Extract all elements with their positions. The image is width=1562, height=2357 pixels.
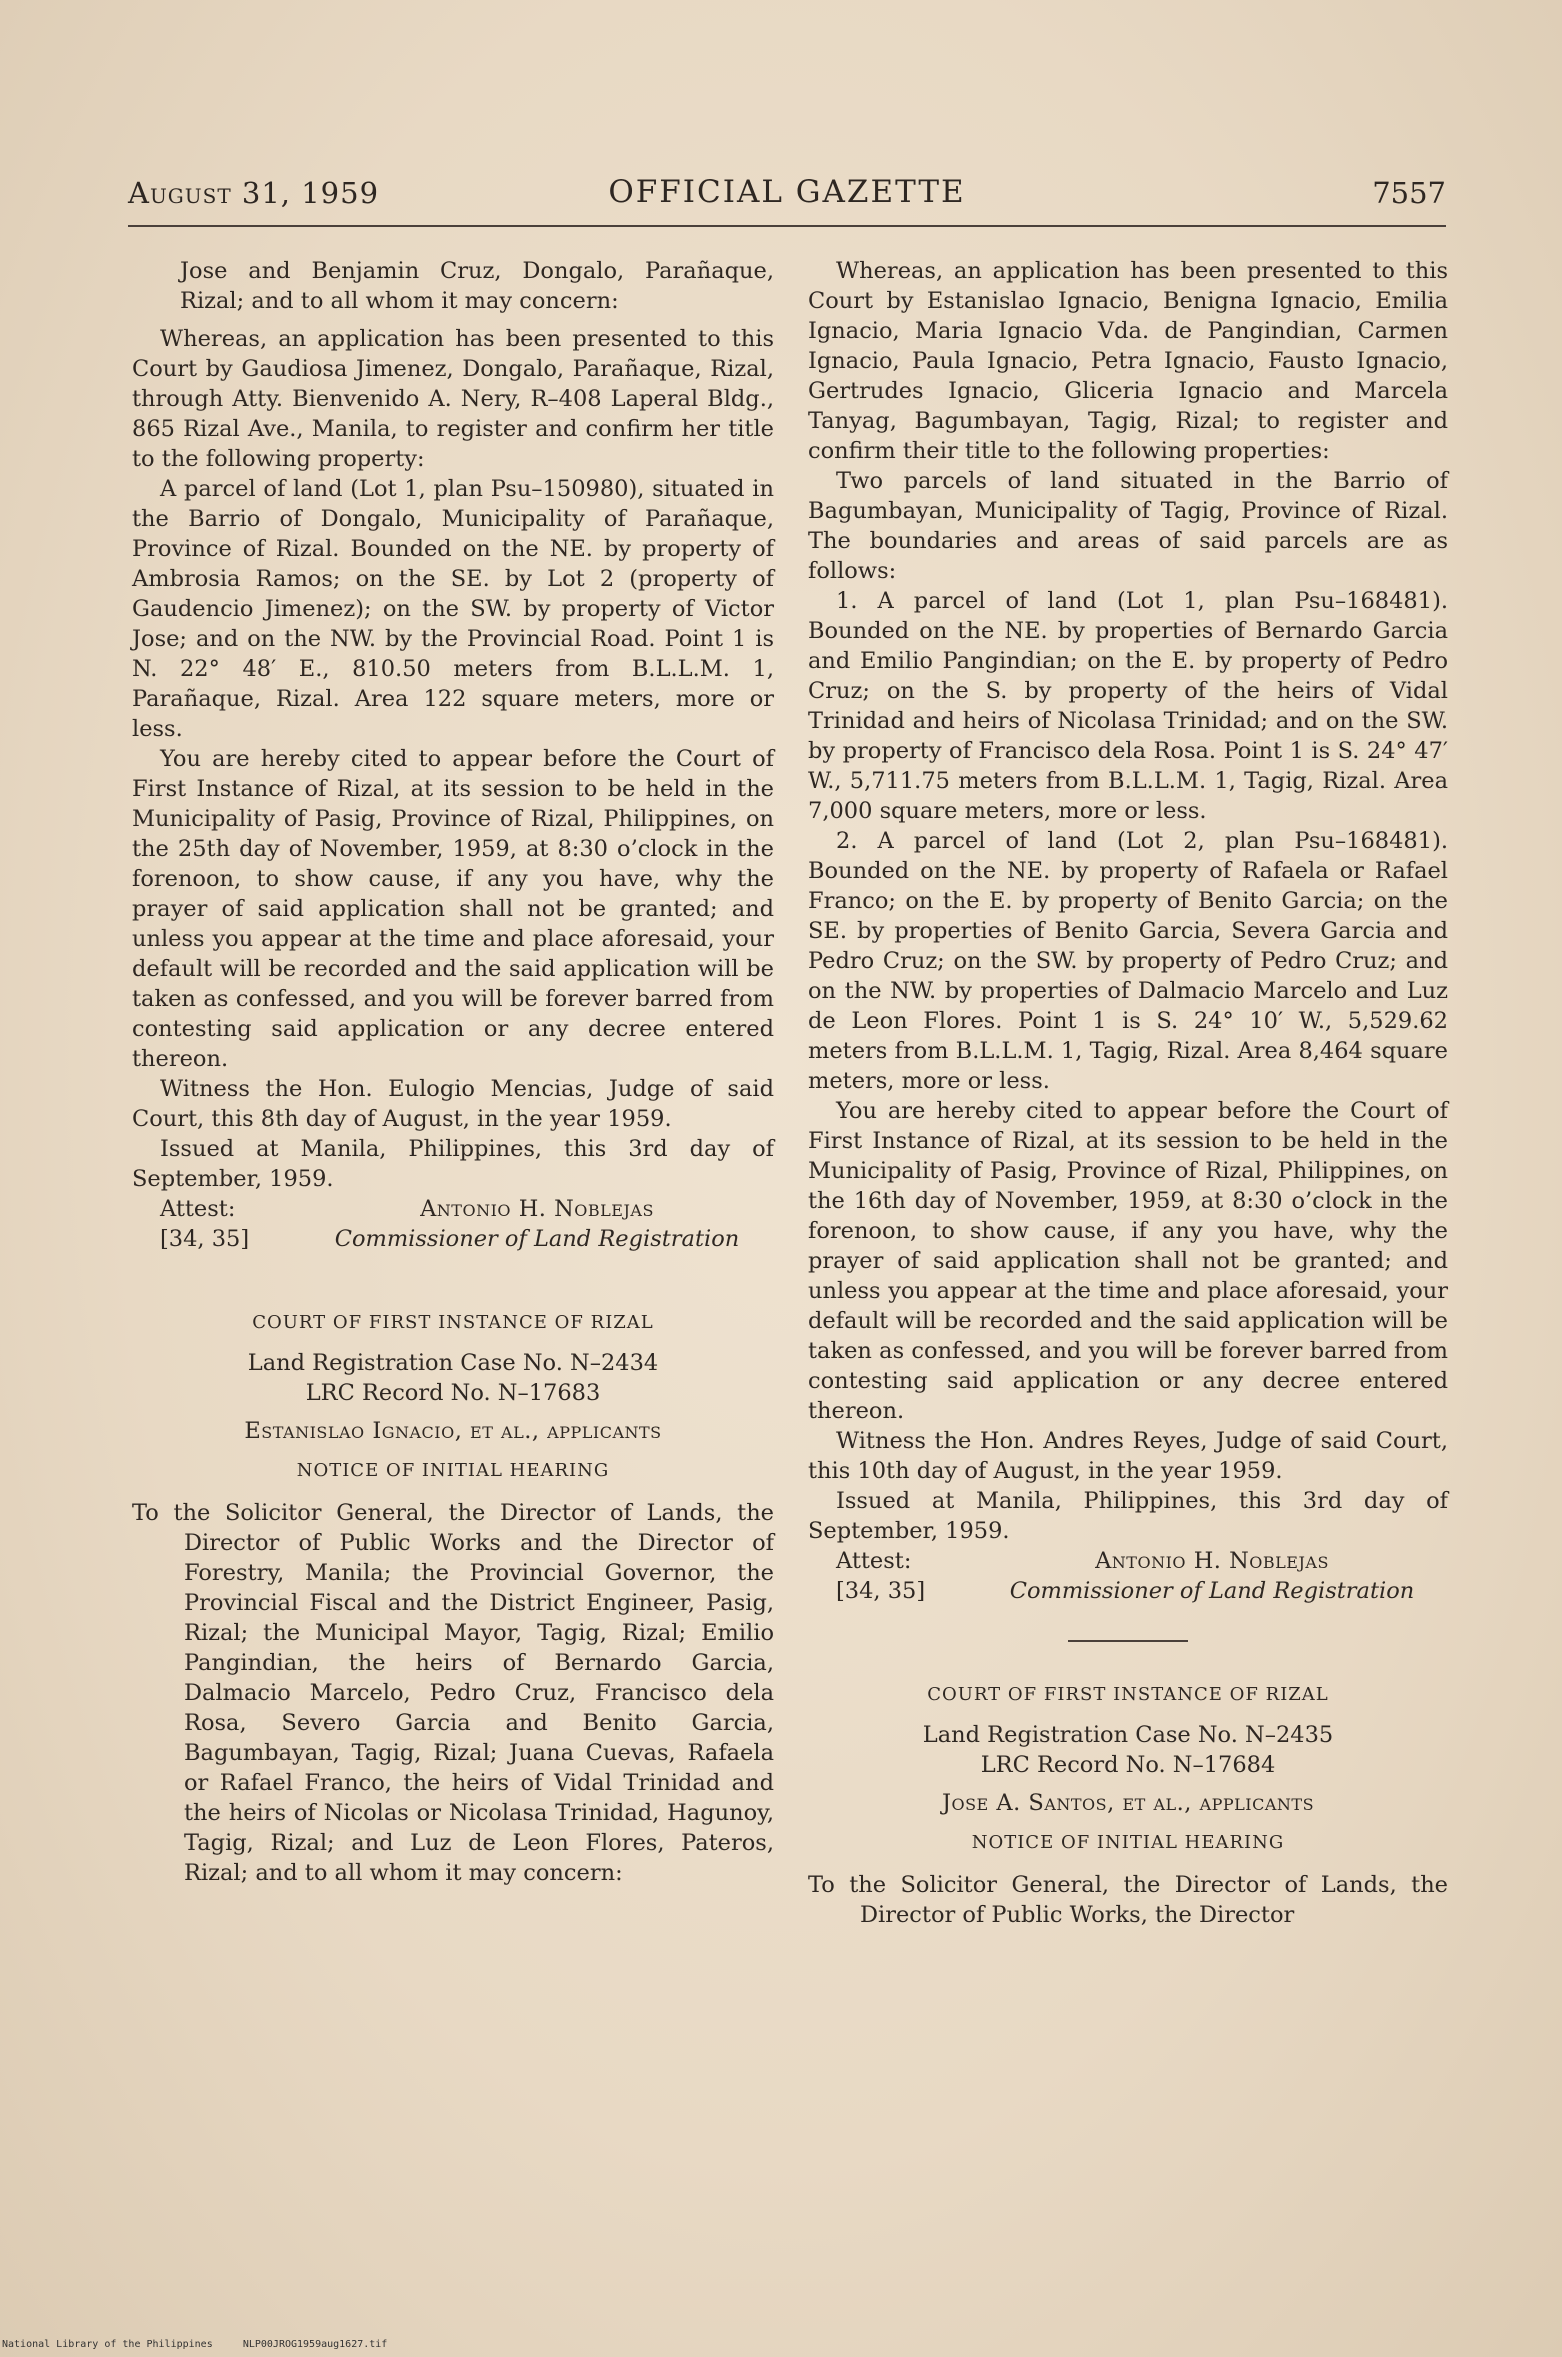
applicants: Estanislao Ignacio, et al., applicants — [244, 1418, 662, 1444]
header-rule — [128, 225, 1446, 227]
notice-heading: NOTICE OF INITIAL HEARING — [971, 1832, 1285, 1853]
attest-row — [808, 1546, 1448, 1576]
case-number: Land Registration Case No. N–2434 — [247, 1350, 659, 1376]
signature-row — [808, 1576, 1448, 1606]
page-number: 7557 — [1372, 176, 1446, 210]
applicants: Jose A. Santos, et al., applicants — [941, 1790, 1315, 1816]
paragraph: Issued at Manila, Philippines, this 3rd day of September, 1959. — [132, 1136, 774, 1192]
attest-name: Antonio H. Noblejas — [1095, 1548, 1329, 1574]
paragraph: Whereas, an application has been presented to this Court by Gaudiosa Jimenez, Dongalo, Parañaque, Rizal, through Atty. Bienvenido A. Nery, R–408 Laperal Bldg., 865 Rizal Ave., Manila, to register and confirm her title to the following property: — [132, 326, 774, 472]
attest-label: Attest: — [160, 1196, 236, 1222]
attest-name: Antonio H. Noblejas — [420, 1196, 654, 1222]
page-header — [128, 170, 1446, 220]
reference-number: [34, 35] — [160, 1226, 250, 1252]
lrc-record: LRC Record No. N–17683 — [305, 1380, 601, 1406]
paragraph: You are hereby cited to appear before the Court of First Instance of Rizal, at its session to be held in the Municipality of Pasig, Province of Rizal, Philippines, on the 16th day of November, 1959, at 8:30 o’clock in the forenoon, to show cause, if any you have, why the prayer of said application shall not be granted; and unless you appear at the time and place aforesaid, your default will be recorded and the said application will be taken as confessed, and you will be forever barred from contesting said application or any decree entered thereon. — [808, 1098, 1448, 1424]
attest-title: Commissioner of Land Registration — [1009, 1578, 1415, 1604]
issue-date: August 31, 1959 — [128, 176, 380, 210]
paragraph: Two parcels of land situated in the Barrio of Bagumbayan, Municipality of Tagig, Province of Rizal. The boundaries and areas of said parcels are as follows: — [808, 468, 1448, 584]
scan-source-footer: National Library of the Philippines NLP00JROG1959aug1627.tif — [2, 2339, 388, 2350]
paragraph: 1. A parcel of land (Lot 1, plan Psu–168481). Bounded on the NE. by properties of Bernardo Garcia and Emilio Pangindian; on the E. by property of Pedro Cruz; on the S. by property of the heirs of Vidal Trinidad and heirs of Nicolasa Trinidad; and on the SW. by property of Francisco dela Rosa. Point 1 is S. 24° 47′ W., 5,711.75 meters from B.L.L.M. 1, Tagig, Rizal. Area 7,000 square meters, more or less. — [808, 588, 1448, 824]
court-heading: COURT OF FIRST INSTANCE OF RIZAL — [252, 1312, 654, 1333]
attest-title: Commissioner of Land Registration — [334, 1226, 740, 1252]
attest-label: Attest: — [836, 1548, 912, 1574]
right-column — [808, 256, 1448, 1930]
paragraph: Whereas, an application has been presented to this Court by Estanislao Ignacio, Benigna Ignacio, Emilia Ignacio, Maria Ignacio Vda. de Pangindian, Carmen Ignacio, Paula Ignacio, Petra Ignacio, Fausto Ignacio, Gertrudes Ignacio, Gliceria Ignacio and Marcela Tanyag, Bagumbayan, Tagig, Rizal; to register and confirm their title to the following properties: — [808, 258, 1448, 464]
publication-title: OFFICIAL GAZETTE — [608, 174, 966, 210]
signature-row — [132, 1224, 774, 1254]
paragraph: Witness the Hon. Eulogio Mencias, Judge of said Court, this 8th day of August, in the year 1959. — [132, 1076, 774, 1132]
left-column — [132, 256, 774, 1888]
paragraph: You are hereby cited to appear before the Court of First Instance of Rizal, at its session to be held in the Municipality of Pasig, Province of Rizal, Philippines, on the 25th day of November, 1959, at 8:30 o’clock in the forenoon, to show cause, if any you have, why the prayer of said application shall not be granted; and unless you appear at the time and place aforesaid, your default will be recorded and the said application will be taken as confessed, and you will be forever barred from contesting said application or any decree entered thereon. — [132, 746, 774, 1072]
paragraph: A parcel of land (Lot 1, plan Psu–150980), situated in the Barrio of Dongalo, Municipality of Parañaque, Province of Rizal. Bounded on the NE. by property of Ambrosia Ramos; on the SE. by Lot 2 (property of Gaudencio Jimenez); on the SW. by property of Victor Jose; and on the NW. by the Provincial Road. Point 1 is N. 22° 48′ E., 810.50 meters from B.L.L.M. 1, Parañaque, Rizal. Area 122 square meters, more or less. — [132, 476, 774, 742]
address-block: To the Solicitor General, the Director of Lands, the Director of Public Works, the Director — [808, 1872, 1448, 1928]
paragraph: Witness the Hon. Andres Reyes, Judge of said Court, this 10th day of August, in the year 1959. — [808, 1428, 1448, 1484]
attest-row — [132, 1194, 774, 1224]
paragraph: 2. A parcel of land (Lot 2, plan Psu–168481). Bounded on the NE. by property of Rafaela or Rafael Franco; on the E. by property of Benito Garcia; on the SE. by properties of Benito Garcia, Severa Garcia and Pedro Cruz; on the SW. by property of Pedro Cruz; and on the NW. by properties of Dalmacio Marcelo and Luz de Leon Flores. Point 1 is S. 24° 10′ W., 5,529.62 meters from B.L.L.M. 1, Tagig, Rizal. Area 8,464 square meters, more or less. — [808, 828, 1448, 1094]
address-block: To the Solicitor General, the Director of Lands, the Director of Public Works and the Director of Forestry, Manila; the Provincial Governor, the Provincial Fiscal and the District Engineer, Pasig, Rizal; the Municipal Mayor, Tagig, Rizal; Emilio Pangindian, the heirs of Bernardo Garcia, Dalmacio Marcelo, Pedro Cruz, Francisco dela Rosa, Severo Garcia and Benito Garcia, Bagumbayan, Tagig, Rizal; Juana Cuevas, Rafaela or Rafael Franco, the heirs of Vidal Trinidad and the heirs of Nicolas or Nicolasa Trinidad, Hagunoy, Tagig, Rizal; and Luz de Leon Flores, Pateros, Rizal; and to all whom it may concern: — [132, 1500, 774, 1886]
case-number: Land Registration Case No. N–2435 — [922, 1722, 1334, 1748]
section-divider — [1068, 1640, 1188, 1642]
notice-heading: NOTICE OF INITIAL HEARING — [296, 1460, 610, 1481]
lrc-record: LRC Record No. N–17684 — [980, 1752, 1276, 1778]
court-heading: COURT OF FIRST INSTANCE OF RIZAL — [927, 1684, 1329, 1705]
address-continuation: Jose and Benjamin Cruz, Dongalo, Parañaque, Rizal; and to all whom it may concern: — [180, 258, 774, 314]
paragraph: Issued at Manila, Philippines, this 3rd day of September, 1959. — [808, 1488, 1448, 1544]
reference-number: [34, 35] — [836, 1578, 926, 1604]
